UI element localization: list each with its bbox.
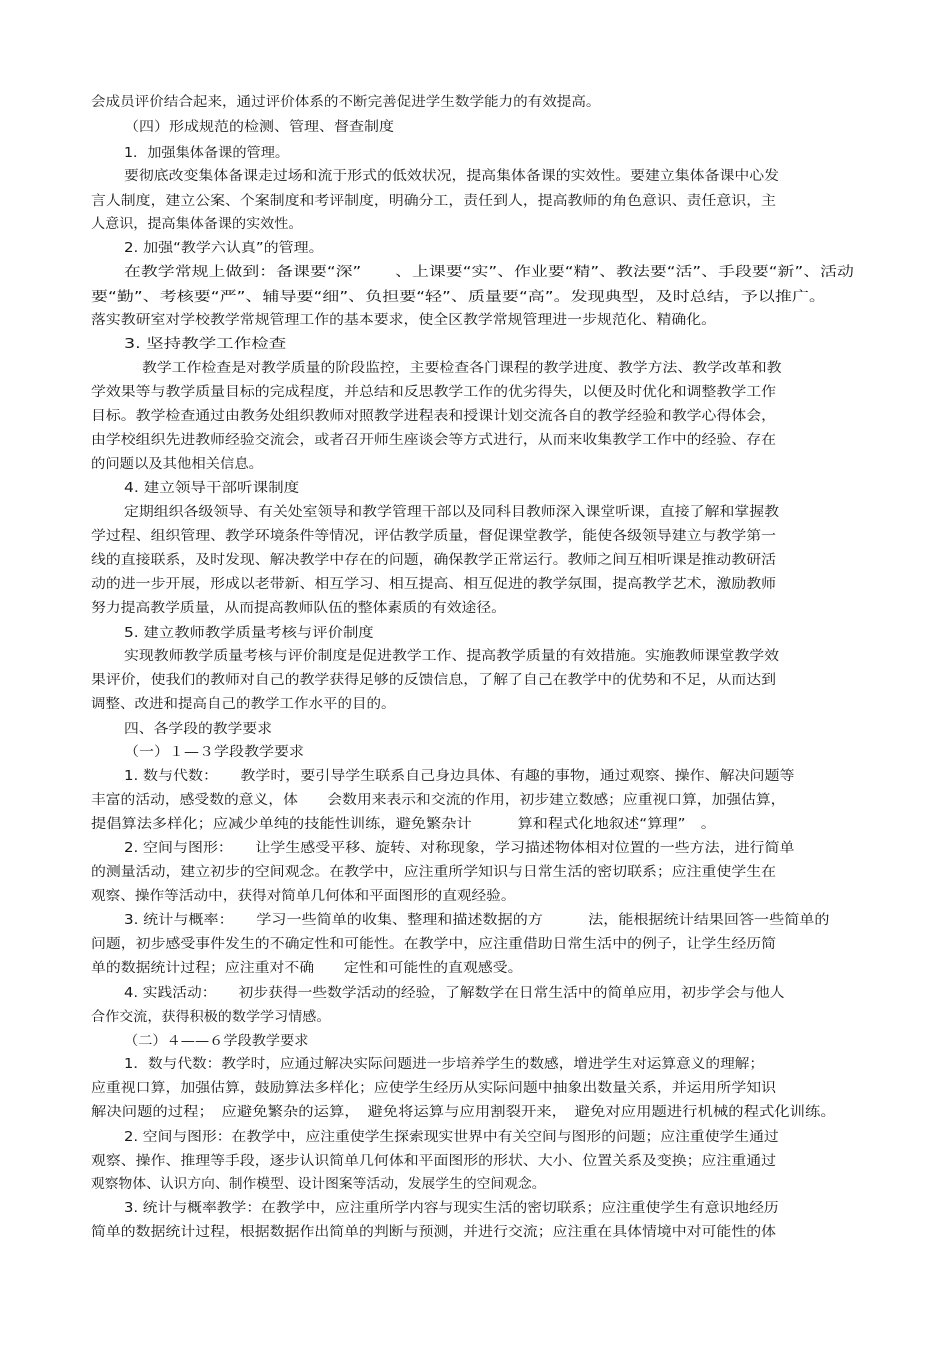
section-heading: 四、各学段的教学要求 [124, 721, 272, 737]
text-line: 人意识，提高集体备课的实效性。 [91, 216, 303, 232]
text-line: 2. 空间与图形： 让学生感受平移、旋转、对称现象，学习描述物体相对位置的一些方法，进行简单 [124, 840, 795, 856]
subsection-heading: 3. 坚持教学工作检查 [124, 336, 287, 352]
text-line: 目标。教学检查通过由教务处组织教师对照教学进程表和授课计划交流各自的教学经验和教学心得体会， [91, 408, 776, 424]
subsection-heading: 1．加强集体备课的管理。 [124, 145, 290, 161]
text-line: 定期组织各级领导、有关处室领导和教学管理干部以及同科目教师深入课堂听课，直接了解和掌握教 [124, 504, 779, 520]
section-heading: （四）形成规范的检测、管理、督查制度 [124, 119, 394, 135]
text-line: 2. 空间与图形：在教学中，应注重使学生探索现实世界中有关空间与图形的问题；应注重使学生通过 [124, 1129, 779, 1145]
text-line: 单的数据统计过程；应注重对不确 定性和可能性的直观感受。 [91, 960, 523, 976]
text-line: 解决问题的过程； 应避免繁杂的运算， 避免将运算与应用割裂开来， 避免对应用题进行机械的程式化训练。 [91, 1104, 836, 1120]
subsection-heading: （二）４——６学段教学要求 [124, 1033, 309, 1049]
text-line: 努力提高教学质量，从而提高教师队伍的整体素质的有效途径。 [91, 600, 506, 616]
text-line: 提倡算法多样化；应减少单纯的技能性训练，避免繁杂计 算和程式化地叙述“算理” 。 [91, 816, 716, 832]
text-line: 教学工作检查是对教学质量的阶段监控，主要检查各门课程的教学进度、教学方法、教学改革和教 [142, 360, 782, 376]
text-line: 3. 统计与概率： 学习一些简单的收集、整理和描述数据的方 法，能根据统计结果回答一些简单的 [124, 912, 830, 928]
text-line: 1. 数与代数： 教学时，要引导学生联系自己身边具体、有趣的事物，通过观察、操作、解决问题等 [124, 768, 795, 784]
subsection-heading: （一）１—３学段教学要求 [124, 744, 304, 760]
text-line: 动的进一步开展，形成以老带新、相互学习、相互提高、相互促进的教学氛围，提高教学艺术，激励教师 [91, 576, 776, 592]
text-line: 由学校组织先进教师经验交流会，或者召开师生座谈会等方式进行，从而来收集教学工作中的经验、存在 [91, 432, 776, 448]
subsection-heading: 4. 建立领导干部听课制度 [124, 480, 300, 496]
text-line: 4. 实践活动： 初步获得一些数学活动的经验，了解数学在日常生活中的简单应用，初步学会与他人 [124, 985, 785, 1001]
text-line: 实现教师教学质量考核与评价制度是促进教学工作、提高教学质量的有效措施。实施教师课堂教学效 [124, 648, 779, 664]
text-line: 观察物体、认识方向、制作模型、设计图案等活动，发展学生的空间观念。 [91, 1176, 546, 1192]
text-line: 的测量活动，建立初步的空间观念。在教学中，应注重所学知识与日常生活的密切联系；应注重使学生在 [91, 864, 776, 880]
text-line: 丰富的活动，感受数的意义，体 会数用来表示和交流的作用，初步建立数感；应重视口算，加强估算， [91, 792, 786, 808]
subsection-heading: 2. 加强“教学六认真”的管理。 [124, 240, 324, 256]
text-line: 学过程、组织管理、教学环境条件等情况，评估教学质量，督促课堂教学，能使各级领导建立与教学第一 [91, 528, 776, 544]
text-line: 观察、操作、推理等手段，逐步认识简单几何体和平面图形的形状、大小、位置关系及变换；应注重通过 [91, 1153, 776, 1169]
text-line: 落实教研室对学校教学常规管理工作的基本要求，使全区教学常规管理进一步规范化、精确化。 [91, 312, 716, 328]
text-line: 要彻底改变集体备课走过场和流于形式的低效状况，提高集体备课的实效性。要建立集体备课中心发 [124, 168, 779, 184]
text-line: 3. 统计与概率教学：在教学中，应注重所学内容与现实生活的密切联系；应注重使学生有意识地经历 [124, 1200, 779, 1216]
text-line: 要“勤”、考核要“严”、辅导要“细”、负担要“轻”、质量要“高”。发现典型，及时总结，予以推广。 [91, 289, 826, 305]
text-line: 合作交流，获得积极的数学学习情感。 [91, 1009, 331, 1025]
text-line: 果评价，使我们的教师对自己的教学获得足够的反馈信息，了解了自己在教学中的优势和不足，从而达到 [91, 672, 776, 688]
text-line: 言人制度，建立公案、个案制度和考评制度，明确分工，责任到人，提高教师的角色意识、责任意识，主 [91, 193, 776, 209]
text-line: 简单的数据统计过程，根据数据作出简单的判断与预测，并进行交流；应注重在具体情境中对可能性的体 [91, 1224, 776, 1240]
text-line: 在教学常规上做到：备课要“深” 、上课要“实”、作业要“精”、教法要“活”、手段要“新”、活动 [124, 264, 854, 280]
text-line: 学效果等与教学质量目标的完成程度，并总结和反思教学工作的优劣得失，以便及时优化和调整教学工作 [91, 384, 776, 400]
subsection-heading: 5. 建立教师教学质量考核与评价制度 [124, 625, 374, 641]
text-line: 线的直接联系，及时发现、解决教学中存在的问题，确保教学正常运行。教师之间互相听课是推动教研活 [91, 552, 776, 568]
text-line: 调整、改进和提高自己的教学工作水平的目的。 [91, 696, 396, 712]
text-line: 观察、操作等活动中，获得对简单几何体和平面图形的直观经验。 [91, 888, 516, 904]
text-line: 问题，初步感受事件发生的不确定性和可能性。在教学中，应注重借助日常生活中的例子，让学生经历简 [91, 936, 776, 952]
text-line: 的问题以及其他相关信息。 [91, 456, 263, 472]
text-line: 1．数与代数：教学时，应通过解决实际问题进一步培养学生的数感，增进学生对运算意义的理解； [124, 1056, 765, 1072]
text-line: 会成员评价结合起来，通过评价体系的不断完善促进学生数学能力的有效提高。 [91, 94, 601, 110]
text-line: 应重视口算，加强估算，鼓励算法多样化；应使学生经历从实际问题中抽象出数量关系，并运用所学知识 [91, 1080, 776, 1096]
